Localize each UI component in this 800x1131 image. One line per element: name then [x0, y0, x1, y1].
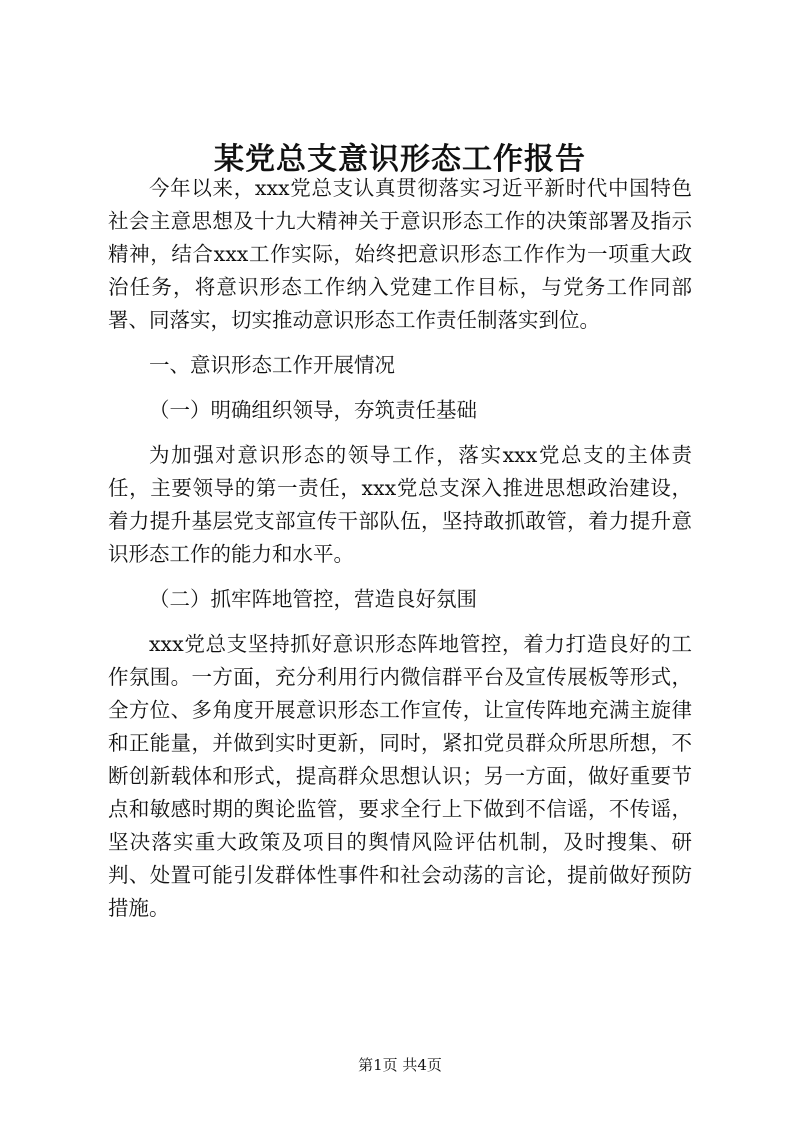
subsection-heading-1: （一）明确组织领导，夯筑责任基础 — [149, 398, 477, 422]
page-number-footer: 第1页 共4页 — [358, 1056, 442, 1074]
subsection-1-paragraph: 为加强对意识形态的领导工作，落实xxx党总支的主体责任，主要领导的第一责任，xxx党总支深入推进思想政治建设，着力提升基层党支部宣传干部队伍，坚持敢抓敢管，着力提升意识形态工作的能力和水平。 — [108, 443, 692, 566]
subsection-heading-2: （二）抓牢阵地管控，营造良好氛围 — [149, 587, 477, 611]
document-title: 某党总支意识形态工作报告 — [214, 142, 586, 177]
intro-paragraph: 今年以来，xxx党总支认真贯彻落实习近平新时代中国特色社会主意思想及十九大精神关于意识形态工作的决策部署及指示精神，结合xxx工作实际，始终把意识形态工作作为一项重大政治任务，将意识形态工作纳入党建工作目标，与党务工作同部署、同落实，切实推动意识形态工作责任制落实到位。 — [108, 176, 692, 332]
section-heading-1: 一、意识形态工作开展情况 — [149, 353, 395, 377]
subsection-2-paragraph: xxx党总支坚持抓好意识形态阵地管控，着力打造良好的工作氛围。一方面，充分利用行内微信群平台及宣传展板等形式，全方位、多角度开展意识形态工作宣传，让宣传阵地充满主旋律和正能量，并做到实时更新，同时，紧扣党员群众所思所想，不断创新载体和形式，提高群众思想认识；另一方面，做好重要节点和敏感时期的舆论监管，要求全行上下做到不信谣，不传谣，坚决落实重大政策及项目的舆情风险评估机制，及时搜集、研判、处置可能引发群体性事件和社会动荡的言论，提前做好预防措施。 — [108, 632, 692, 920]
document-body — [108, 164, 692, 925]
